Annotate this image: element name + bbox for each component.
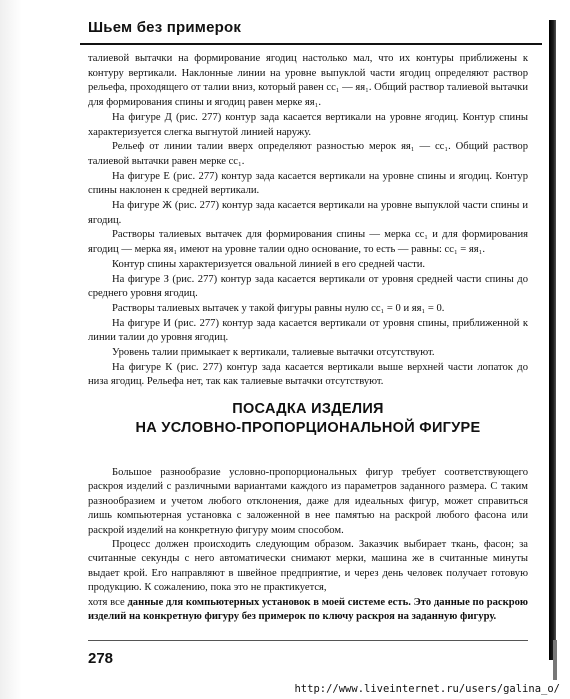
footer-rule [88, 640, 528, 641]
scan-edge [0, 0, 22, 699]
paragraph: На фигуре Ж (рис. 277) контур зада касается вертикали на уровне выпуклой части спины и ягодиц. [88, 200, 528, 226]
paragraph-plain-part: хотя все [88, 596, 128, 608]
paragraph: Растворы талиевых вытачек для формирования спины — мерка сс₁ и для формирования ягодиц — мерка яя₁ имеют на уровне талии одно основание, то есть — равны: сс₁ = яя₁. [88, 229, 528, 256]
book-spine-shadow [549, 20, 556, 660]
paragraph: Рельеф от линии талии вверх определяют разностью мерок яя₁ — сс₁. Общий раствор талиевой вытачки равен мерке сс₁. [88, 141, 528, 167]
paragraph-continued [88, 596, 528, 625]
paragraph: На фигуре Д (рис. 277) контур зада касается вертикали на уровне ягодиц. Контур спины характеризуется слегка выгнутой линией наружу. [88, 111, 528, 138]
body-text-lower [88, 466, 528, 624]
paragraph: Растворы талиевых вытачек у такой фигуры равны нулю сс₁ = 0 и яя₁ = 0. [112, 302, 445, 314]
section-heading-line2: НА УСЛОВНО-ПРОПОРЦИОНАЛЬНОЙ ФИГУРЕ [135, 420, 481, 436]
paragraph: Уровень талии примыкает к вертикали, талиевые вытачки отсутствуют. [112, 347, 435, 359]
paragraph: Контур спины характеризуется овальной линией в его средней части. [112, 258, 426, 270]
running-header-title: Шьем без примерок [88, 19, 242, 36]
running-header [80, 14, 542, 42]
body-text-upper [88, 52, 528, 390]
paragraph: На фигуре Е (рис. 277) контур зада касается вертикали на уровне спины и ягодиц. Контур спины наклонен к средней вертикали. [88, 170, 528, 197]
paragraph: На фигуре З (рис. 277) контур зада касается вертикали от уровня средней части спины до среднего уровня ягодиц. [88, 273, 528, 300]
paragraph: талиевой вытачки на формирование ягодиц настолько мал, что их контуры приближены к контуру вертикали. Наклонные линии на уровне выпуклой части ягодиц определяют раствор рельефа, проходящего от талии вниз, который равен сс₁ — яя₁. Общий раствор талиевой вытачки для формирования спины и ягодиц равен мерке яя₁. [88, 53, 528, 109]
paragraph: Процесс должен происходить следующим образом. Заказчик выбирает ткань, фасон; за считанные секунды с него автоматически снимают мерки, машина же в считанные минуты выдает крой. Его направляют в швейное предприятие, и через день человек получает готовую продукцию. К сожалению, пока это не практикуется, [88, 539, 528, 594]
section-heading [88, 400, 528, 438]
paragraph: На фигуре И (рис. 277) контур зада касается вертикали от уровня спины, приближенной к линии талии до уровня ягодиц. [88, 317, 528, 344]
section-heading-line1: ПОСАДКА ИЗДЕЛИЯ [232, 401, 384, 417]
paragraph: Большое разнообразие условно-пропорциональных фигур требует соответствующего раскроя изделий с различными вариантами каждого из параметров заданного размера. С таким разнообразием и учетом любого отклонения, даже для идеальных фигур, может справиться лишь компьютерная установка с заложенной в нее памятью на раскрой любого фасона или раскрой изделий на конкретную фигуру моим способом. [88, 467, 528, 536]
header-rule [80, 43, 542, 45]
paragraph: На фигуре К (рис. 277) контур зада касается вертикали выше верхней части лопаток до низа ягодиц. Рельефа нет, так как талиевые вытачки отсутствуют. [88, 361, 528, 388]
paragraph-bold-part: данные для компьютерных установок в моей системе есть. Это данные по раскрою изделий на конкретную фигуру без примерок по ключу раскроя на заданную фигуру. [88, 596, 528, 623]
source-watermark: http://www.liveinternet.ru/users/galina_o/ [294, 683, 560, 695]
book-spine-tail [553, 640, 557, 680]
page-number: 278 [88, 650, 114, 667]
